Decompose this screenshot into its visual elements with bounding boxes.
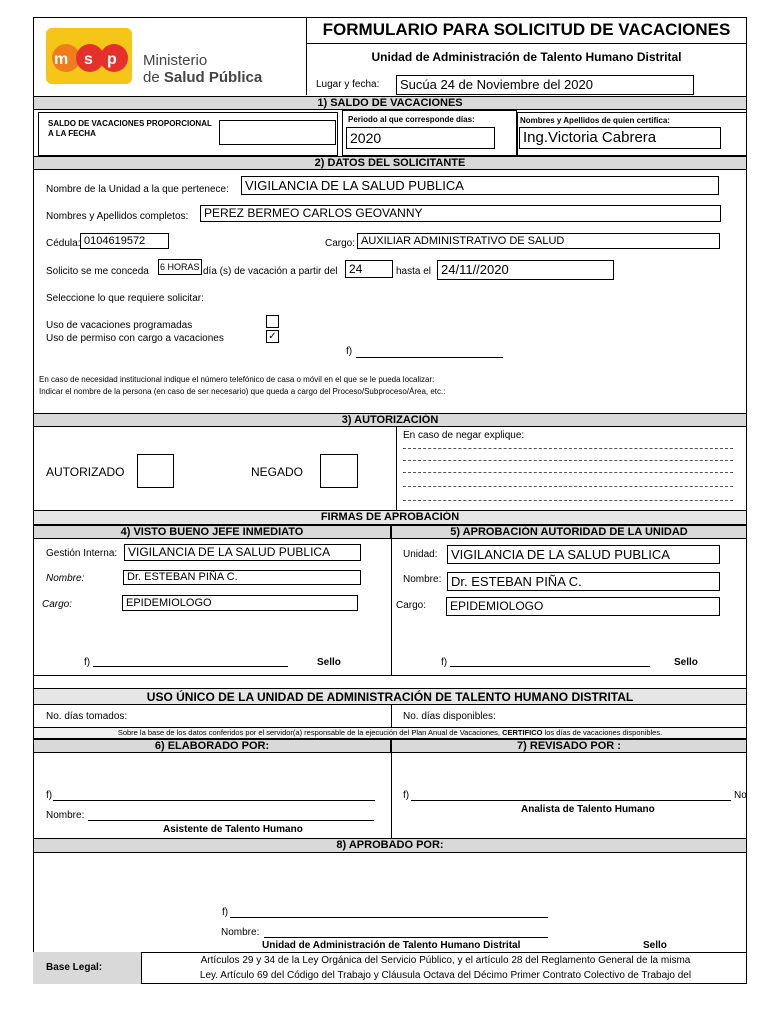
request-label: Solicito se me conceda <box>46 266 149 277</box>
legal-label: Base Legal: <box>46 962 103 973</box>
s7-sign-line[interactable] <box>411 800 731 801</box>
s4-position-label: Cargo: <box>42 599 73 610</box>
s5-sign-label: f) <box>441 657 448 668</box>
section3-heading: 3) AUTORIZACIÓN <box>33 413 747 427</box>
s8-name-line[interactable] <box>264 937 548 938</box>
names-label: Nombres y Apellidos completos: <box>46 211 189 222</box>
s6-role: Asistente de Talento Humano <box>163 824 303 835</box>
note-phone: En caso de necesidad institucional indique el número telefónico de casa o móvil en el que se le pueda localizar: <box>39 375 435 384</box>
note-substitute: Indicar el nombre de la persona (en caso de ser necesario) que queda a cargo del Proceso/Subproceso/Área, etc.: <box>39 387 446 396</box>
section2-heading: 2) DATOS DEL SOLICITANTE <box>33 156 747 170</box>
form-subtitle: Unidad de Administración de Talento Humano Distrital <box>371 50 682 64</box>
ministry-line1: Ministerio <box>143 52 208 69</box>
s4-unit-field[interactable]: VIGILANCIA DE LA SALUD PUBLICA <box>124 544 361 561</box>
period-label: Periodo al que corresponde días: <box>348 115 475 124</box>
days-taken-label: No. días tomados: <box>46 711 128 722</box>
explain-line-4[interactable] <box>403 486 733 487</box>
legal-text <box>148 953 743 983</box>
s5-name-label: Nombre: <box>403 574 442 585</box>
days-available-label: No. días disponibles: <box>403 711 496 722</box>
period-field[interactable]: 2020 <box>346 127 495 149</box>
option2-label: Uso de permiso con cargo a vacaciones <box>46 333 224 344</box>
section7-heading: 7) REVISADO POR : <box>391 739 747 753</box>
s6-name-label: Nombre: <box>46 810 85 821</box>
certify-c: los días de vacaciones disponibles. <box>542 728 663 737</box>
svg-text:m: m <box>54 51 69 68</box>
s4-name-label: Nombre: <box>46 573 85 584</box>
id-label: Cédula: <box>46 238 81 249</box>
denied-box[interactable] <box>320 454 358 488</box>
option1-label: Uso de vacaciones programadas <box>46 320 193 331</box>
option2-checkbox[interactable]: ✓ <box>266 330 279 343</box>
id-field[interactable]: 0104619572 <box>80 233 169 249</box>
s6-sign-line[interactable] <box>53 800 375 801</box>
s8-seal-label: Sello <box>643 940 667 951</box>
form-title: FORMULARIO PARA SOLICITUD DE VACACIONES <box>322 20 731 39</box>
certify-note <box>33 727 747 739</box>
legal-line2: Ley. Artículo 69 del Código del Trabajo y Cláusula Octava del Décimo Primer Contrato Colectivo de Trabajo del <box>199 970 692 981</box>
s5-unit-label: Unidad: <box>403 549 438 560</box>
option1-checkbox[interactable] <box>266 315 279 328</box>
section8-heading: 8) APROBADO POR: <box>33 838 747 853</box>
balance-field[interactable] <box>219 120 336 145</box>
ministry-line2b: Salud Pública <box>163 69 263 86</box>
balance-label: SALDO DE VACACIONES PROPORCIONAL A LA FECHA <box>48 119 212 138</box>
s8-sign-label: f) <box>222 907 229 918</box>
s5-unit-field[interactable]: VIGILANCIA DE LA SALUD PUBLICA <box>447 545 720 564</box>
request-sign-label: f) <box>346 346 353 357</box>
explain-line-2[interactable] <box>403 460 733 461</box>
position-field[interactable]: AUXILIAR ADMINISTRATIVO DE SALUD <box>357 233 720 249</box>
explain-line-3[interactable] <box>403 472 733 473</box>
section1-heading: 1) SALDO DE VACACIONES <box>33 96 747 110</box>
approvals-heading: FIRMAS DE APROBACIÓN <box>33 510 747 525</box>
unit-field[interactable]: VIGILANCIA DE LA SALUD PUBLICA <box>241 176 719 195</box>
s8-sign-line[interactable] <box>230 917 548 918</box>
request-sign-line[interactable] <box>356 357 503 358</box>
end-date-field[interactable]: 24/11//2020 <box>437 260 614 280</box>
authorized-box[interactable] <box>137 454 174 488</box>
svg-text:p: p <box>107 51 117 68</box>
s7-role: Analista de Talento Humano <box>521 804 655 815</box>
explain-line-5[interactable] <box>403 500 733 501</box>
msp-logo-icon <box>44 24 136 86</box>
unit-label: Nombre de la Unidad a la que pertenece: <box>46 184 229 195</box>
s7-name-label: No <box>734 790 747 801</box>
s5-sign-line[interactable] <box>450 666 650 667</box>
explain-label: En caso de negar explique: <box>403 430 525 441</box>
s4-sign-line[interactable] <box>93 666 288 667</box>
s4-position-field[interactable]: EPIDEMIOLOGO <box>122 595 358 611</box>
certify-b: CERTIFICO <box>502 728 543 737</box>
position-label: Cargo: <box>325 238 356 249</box>
section4-heading: 4) VISTO BUENO JEFE INMEDIATO <box>33 525 391 539</box>
certifier-label: Nombres y Apellidos de quien certifica: <box>520 116 670 125</box>
s8-name-label: Nombre: <box>221 927 260 938</box>
legal-line1: Artículos 29 y 34 de la Ley Orgánica del Servicio Público, y el artículo 28 del Reglamento General de la misma <box>200 955 691 966</box>
hr-unit-heading: USO ÚNICO DE LA UNIDAD DE ADMINISTRACIÓN DE TALENTO HUMANO DISTRITAL <box>33 688 747 705</box>
s4-seal-label: Sello <box>317 657 341 668</box>
denied-label: NEGADO <box>251 465 304 479</box>
s6-sign-label: f) <box>46 790 53 801</box>
request-amount-field[interactable]: 6 HORAS <box>158 259 202 275</box>
ministry-name <box>143 52 262 86</box>
until-label: hasta el <box>396 266 432 277</box>
s4-name-field[interactable]: Dr. ESTEBAN PIÑA C. <box>123 570 361 585</box>
section6-heading: 6) ELABORADO POR: <box>33 739 391 753</box>
s5-position-field[interactable]: EPIDEMIOLOGO <box>446 597 720 616</box>
authorized-label: AUTORIZADO <box>46 465 125 479</box>
certifier-field[interactable]: Ing.Victoria Cabrera <box>519 127 721 149</box>
s5-position-label: Cargo: <box>396 600 427 611</box>
section5-heading: 5) APROBACIÓN AUTORIDAD DE LA UNIDAD <box>391 525 747 539</box>
names-field[interactable]: PEREZ BERMEO CARLOS GEOVANNY <box>200 205 721 222</box>
s8-role: Unidad de Administración de Talento Humano Distrital <box>262 940 521 951</box>
explain-line-1[interactable] <box>403 448 733 449</box>
start-date-field[interactable]: 24 <box>345 260 393 278</box>
s4-unit-label: Gestión Interna: <box>46 548 118 559</box>
s7-sign-label: f) <box>403 790 410 801</box>
s5-seal-label: Sello <box>674 657 698 668</box>
request-mid-label: día (s) de vacación a partir del <box>203 266 338 277</box>
s5-name-field[interactable]: Dr. ESTEBAN PIÑA C. <box>447 572 720 591</box>
place-date-label: Lugar y fecha: <box>316 79 380 90</box>
ministry-logo <box>44 24 136 86</box>
select-label: Seleccione lo que requiere solicitar: <box>46 293 204 304</box>
certify-a: Sobre la base de los datos conferidos por el servidor(a) responsable de la ejecución del Plan Anual de Vacaciones, <box>117 728 503 737</box>
s4-sign-label: f) <box>84 657 91 668</box>
s6-name-line[interactable] <box>88 820 374 821</box>
svg-text:s: s <box>84 51 93 68</box>
place-date-field[interactable]: Sucúa 24 de Noviembre del 2020 <box>396 75 694 95</box>
ministry-line2a: de <box>143 69 164 86</box>
